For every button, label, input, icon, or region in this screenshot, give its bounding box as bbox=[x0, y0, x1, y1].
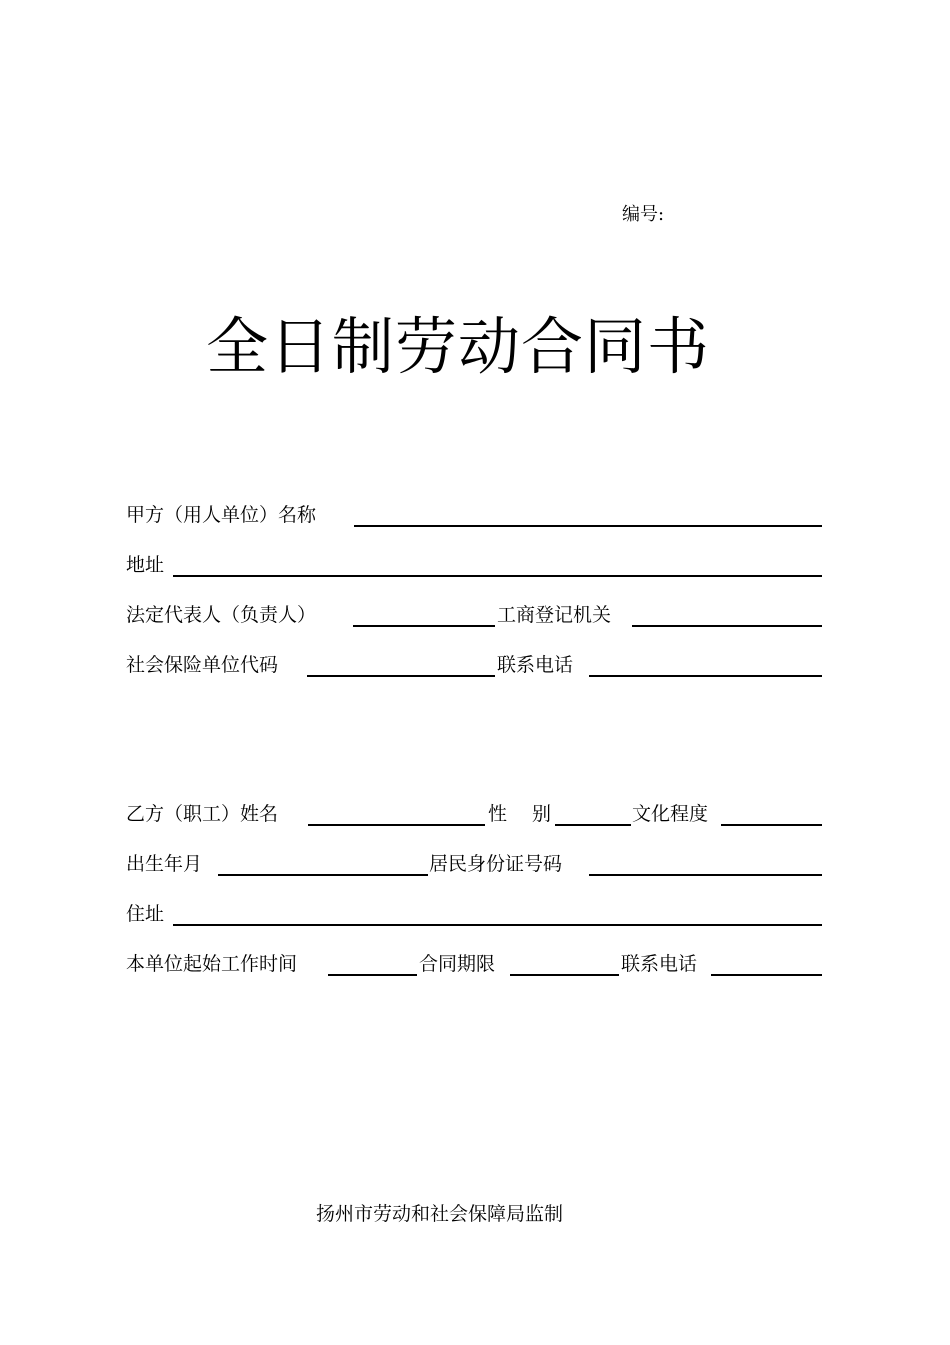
issuer-footer: 扬州市劳动和社会保障局监制 bbox=[316, 1203, 564, 1225]
party-b-address-label: 住址 bbox=[126, 903, 165, 925]
party-a-address-label: 地址 bbox=[126, 554, 165, 576]
party-b-id-number-field[interactable] bbox=[589, 874, 822, 876]
party-a-name-field[interactable] bbox=[354, 525, 822, 527]
party-b-birth-field[interactable] bbox=[218, 874, 428, 876]
party-b-start-time-field[interactable] bbox=[328, 974, 417, 976]
party-b-gender-field[interactable] bbox=[555, 824, 631, 826]
party-b-phone-field[interactable] bbox=[711, 974, 822, 976]
party-b-id-number-label: 居民身份证号码 bbox=[429, 853, 563, 875]
party-a-social-insurance-code-field[interactable] bbox=[307, 675, 495, 677]
party-a-legal-rep-label: 法定代表人（负责人） bbox=[126, 604, 317, 626]
party-b-birth-label: 出生年月 bbox=[126, 853, 203, 875]
party-b-address-field[interactable] bbox=[173, 924, 822, 926]
party-b-contract-term-label: 合同期限 bbox=[419, 953, 496, 975]
party-a-registration-authority-field[interactable] bbox=[632, 625, 822, 627]
party-b-name-field[interactable] bbox=[308, 824, 485, 826]
party-b-gender-label: 性 别 bbox=[488, 803, 552, 825]
party-a-social-insurance-code-label: 社会保险单位代码 bbox=[126, 654, 279, 676]
party-b-phone-label: 联系电话 bbox=[621, 953, 698, 975]
party-a-legal-rep-field[interactable] bbox=[353, 625, 495, 627]
party-a-registration-authority-label: 工商登记机关 bbox=[497, 604, 612, 626]
party-b-start-time-label: 本单位起始工作时间 bbox=[126, 953, 298, 975]
party-b-education-field[interactable] bbox=[721, 824, 822, 826]
party-b-name-label: 乙方（职工）姓名 bbox=[126, 803, 279, 825]
document-title: 全日制劳动合同书 bbox=[206, 310, 711, 383]
document-number-label: 编号: bbox=[622, 204, 665, 225]
party-b-education-label: 文化程度 bbox=[632, 803, 709, 825]
party-a-address-field[interactable] bbox=[173, 575, 822, 577]
party-b-contract-term-field[interactable] bbox=[510, 974, 619, 976]
party-a-name-label: 甲方（用人单位）名称 bbox=[126, 504, 317, 526]
party-a-phone-field[interactable] bbox=[589, 675, 822, 677]
party-a-phone-label: 联系电话 bbox=[497, 654, 574, 676]
